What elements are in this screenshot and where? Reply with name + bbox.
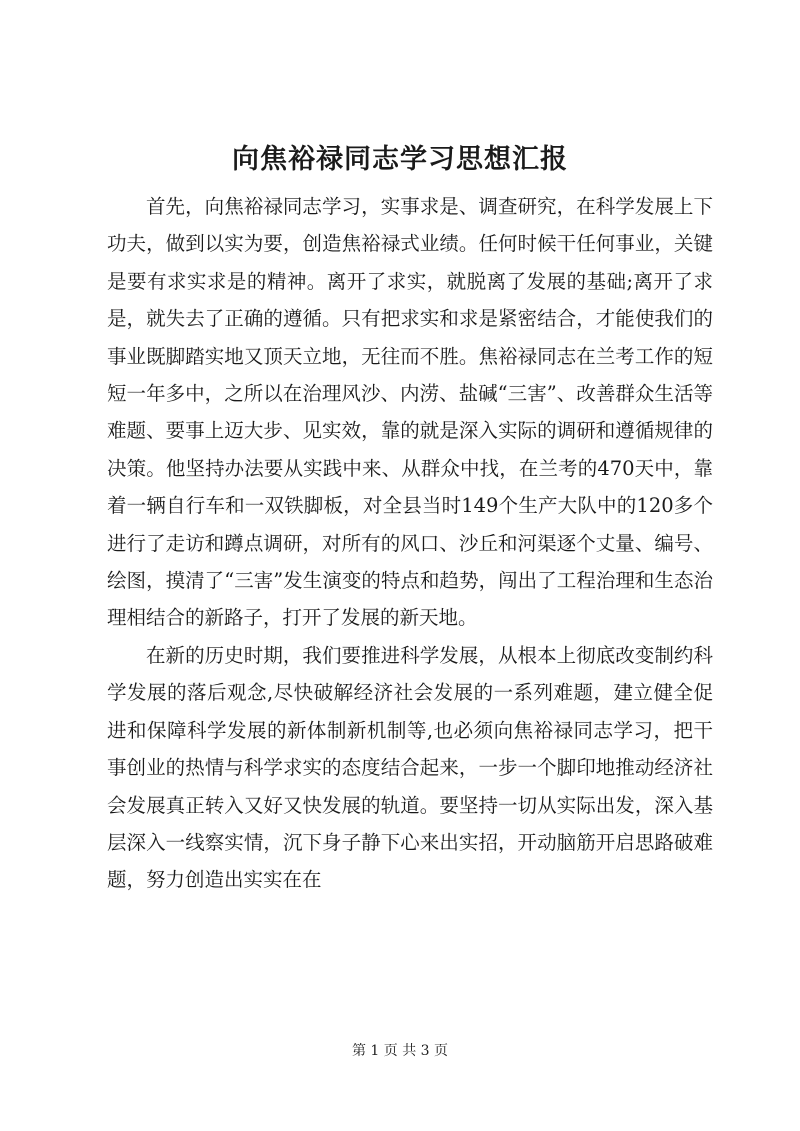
paragraph-1: 首先，向焦裕禄同志学习，实事求是、调查研究，在科学发展上下功夫，做到以实为要，创造焦裕禄式业绩。任何时候干任何事业，关键是要有求实求是的精神。离开了求实，就脱离了发展的基础;离开了求是，就失去了正确的遵循。只有把求实和求是紧密结合，才能使我们的事业既脚踏实地又顶天立地，无往而不胜。焦裕禄同志在兰考工作的短短一年多中，之所以在治理风沙、内涝、盐碱“三害”、改善群众生活等难题、要事上迈大步、见实效，靠的就是深入实际的调研和遵循规律的决策。他坚持办法要从实践中来、从群众中找，在兰考的470天中，靠着一辆自行车和一双铁脚板，对全县当时149个生产大队中的120多个进行了走访和蹲点调研，对所有的风口、沙丘和河渠逐个丈量、编号、绘图，摸清了“三害”发生演变的特点和趋势，闯出了工程治理和生态治理相结合的新路子，打开了发展的新天地。 bbox=[107, 195, 713, 630]
document-body bbox=[107, 188, 713, 899]
paragraph-2: 在新的历史时期，我们要推进科学发展，从根本上彻底改变制约科学发展的落后观念,尽快破解经济社会发展的一系列难题，建立健全促进和保障科学发展的新体制新机制等,也必须向焦裕禄同志学习，把干事创业的热情与科学求实的态度结合起来，一步一个脚印地推动经济社会发展真正转入又好又快发展的轨道。要坚持一切从实际出发，深入基层深入一线察实情，沉下身子静下心来出实招，开动脑筋开启思路破难题，努力创造出实实在在 bbox=[107, 643, 713, 892]
document-title: 向焦裕禄同志学习思想汇报 bbox=[232, 144, 568, 175]
page-footer: 第 1 页 共 3 页 bbox=[351, 1043, 449, 1059]
